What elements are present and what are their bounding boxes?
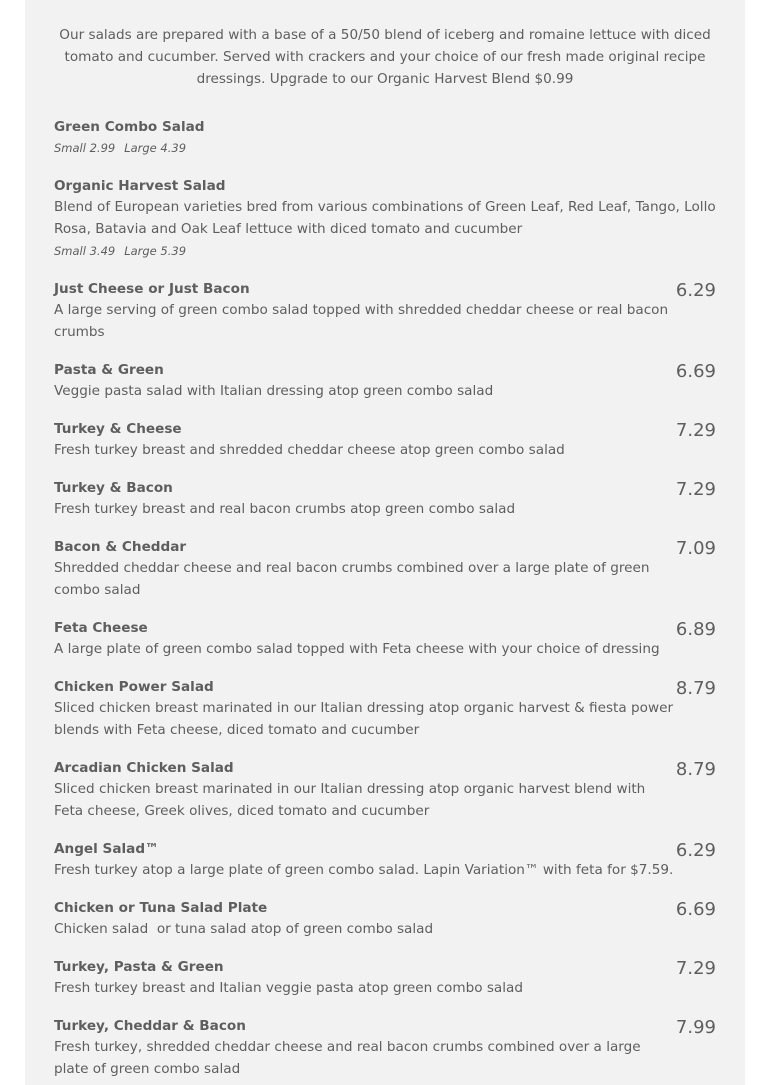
salad-menu-panel xyxy=(25,0,745,1085)
item-price: 6.29 xyxy=(675,280,716,301)
menu-item-chicken-power-salad xyxy=(54,677,716,741)
item-name: Green Combo Salad xyxy=(54,119,205,135)
menu-item-chicken-or-tuna-salad-plate xyxy=(54,898,716,940)
item-price: 6.29 xyxy=(675,840,716,861)
menu-item-turkey-cheddar-and-bacon xyxy=(54,1016,716,1080)
menu-item-pasta-and-green xyxy=(54,360,716,402)
item-name: Turkey & Bacon xyxy=(54,480,173,496)
item-description: Fresh turkey breast and shredded cheddar cheese atop green combo salad xyxy=(54,442,565,458)
item-name: Turkey, Pasta & Green xyxy=(54,959,224,975)
item-description: Chicken salad or tuna salad atop of green combo salad xyxy=(54,921,434,937)
item-name: Just Cheese or Just Bacon xyxy=(54,281,250,297)
menu-item-turkey-and-cheese xyxy=(54,419,716,461)
item-name: Organic Harvest Salad xyxy=(54,178,226,194)
menu-item-green-combo-salad xyxy=(54,117,716,159)
menu-item-feta-cheese xyxy=(54,618,716,660)
item-price: 7.29 xyxy=(675,479,716,500)
item-description: Fresh turkey, shredded cheddar cheese and real bacon crumbs combined over a large plate of green combo salad xyxy=(54,1039,641,1077)
item-price: 6.69 xyxy=(675,361,716,382)
item-name: Arcadian Chicken Salad xyxy=(54,760,234,776)
small-price: Small 2.99 xyxy=(54,141,116,155)
item-name: Pasta & Green xyxy=(54,362,164,378)
item-description: A large serving of green combo salad topped with shredded cheddar cheese or real bacon crumbs xyxy=(54,302,669,340)
item-price: 7.29 xyxy=(675,420,716,441)
item-name: Chicken or Tuna Salad Plate xyxy=(54,900,268,916)
item-description: Sliced chicken breast marinated in our Italian dressing atop organic harvest & fiesta power blends with Feta cheese, diced tomato and cucumber xyxy=(54,700,674,738)
item-name: Bacon & Cheddar xyxy=(54,539,187,555)
item-price: 6.69 xyxy=(675,899,716,920)
large-price: Large 4.39 xyxy=(124,141,187,155)
item-size-prices xyxy=(54,137,716,159)
item-price: 8.79 xyxy=(675,678,716,699)
small-price: Small 3.49 xyxy=(54,244,116,258)
menu-item-organic-harvest-salad xyxy=(54,176,716,262)
menu-item-turkey-and-bacon xyxy=(54,478,716,520)
intro-text: Our salads are prepared with a base of a 50/50 blend of iceberg and romaine lettuce with diced tomato and cucumber. Served with crackers and your choice of our fresh made original recipe dressings. Upgrade to our Organic Harvest Blend $0.99 xyxy=(59,27,711,87)
menu-item-arcadian-chicken-salad xyxy=(54,758,716,822)
item-price: 7.09 xyxy=(675,538,716,559)
item-name: Angel Salad™ xyxy=(54,841,159,857)
item-name: Turkey & Cheese xyxy=(54,421,182,437)
item-description: Blend of European varieties bred from various combinations of Green Leaf, Red Leaf, Tango, Lollo Rosa, Batavia and Oak Leaf lettuce with diced tomato and cucumber xyxy=(54,199,716,237)
item-description: Veggie pasta salad with Italian dressing atop green combo salad xyxy=(54,383,494,399)
item-price: 7.29 xyxy=(675,958,716,979)
menu-item-angel-salad xyxy=(54,839,716,881)
item-price: 7.99 xyxy=(675,1017,716,1038)
menu-item-turkey-pasta-and-green xyxy=(54,957,716,999)
item-name: Chicken Power Salad xyxy=(54,679,214,695)
item-description: Shredded cheddar cheese and real bacon crumbs combined over a large plate of green combo salad xyxy=(54,560,650,598)
item-description: Fresh turkey atop a large plate of green combo salad. Lapin Variation™ with feta for $7.59. xyxy=(54,862,674,878)
item-description: A large plate of green combo salad topped with Feta cheese with your choice of dressing xyxy=(54,641,660,657)
item-name: Turkey, Cheddar & Bacon xyxy=(54,1018,246,1034)
item-description: Fresh turkey breast and Italian veggie pasta atop green combo salad xyxy=(54,980,523,996)
item-name: Feta Cheese xyxy=(54,620,148,636)
item-price: 6.89 xyxy=(675,619,716,640)
menu-item-bacon-and-cheddar xyxy=(54,537,716,601)
item-size-prices xyxy=(54,240,716,262)
item-price: 8.79 xyxy=(675,759,716,780)
item-description: Fresh turkey breast and real bacon crumbs atop green combo salad xyxy=(54,501,516,517)
menu-item-just-cheese-or-just-bacon xyxy=(54,279,716,343)
item-description: Sliced chicken breast marinated in our Italian dressing atop organic harvest blend with Feta cheese, Greek olives, diced tomato and cucumber xyxy=(54,781,646,819)
large-price: Large 5.39 xyxy=(124,244,187,258)
